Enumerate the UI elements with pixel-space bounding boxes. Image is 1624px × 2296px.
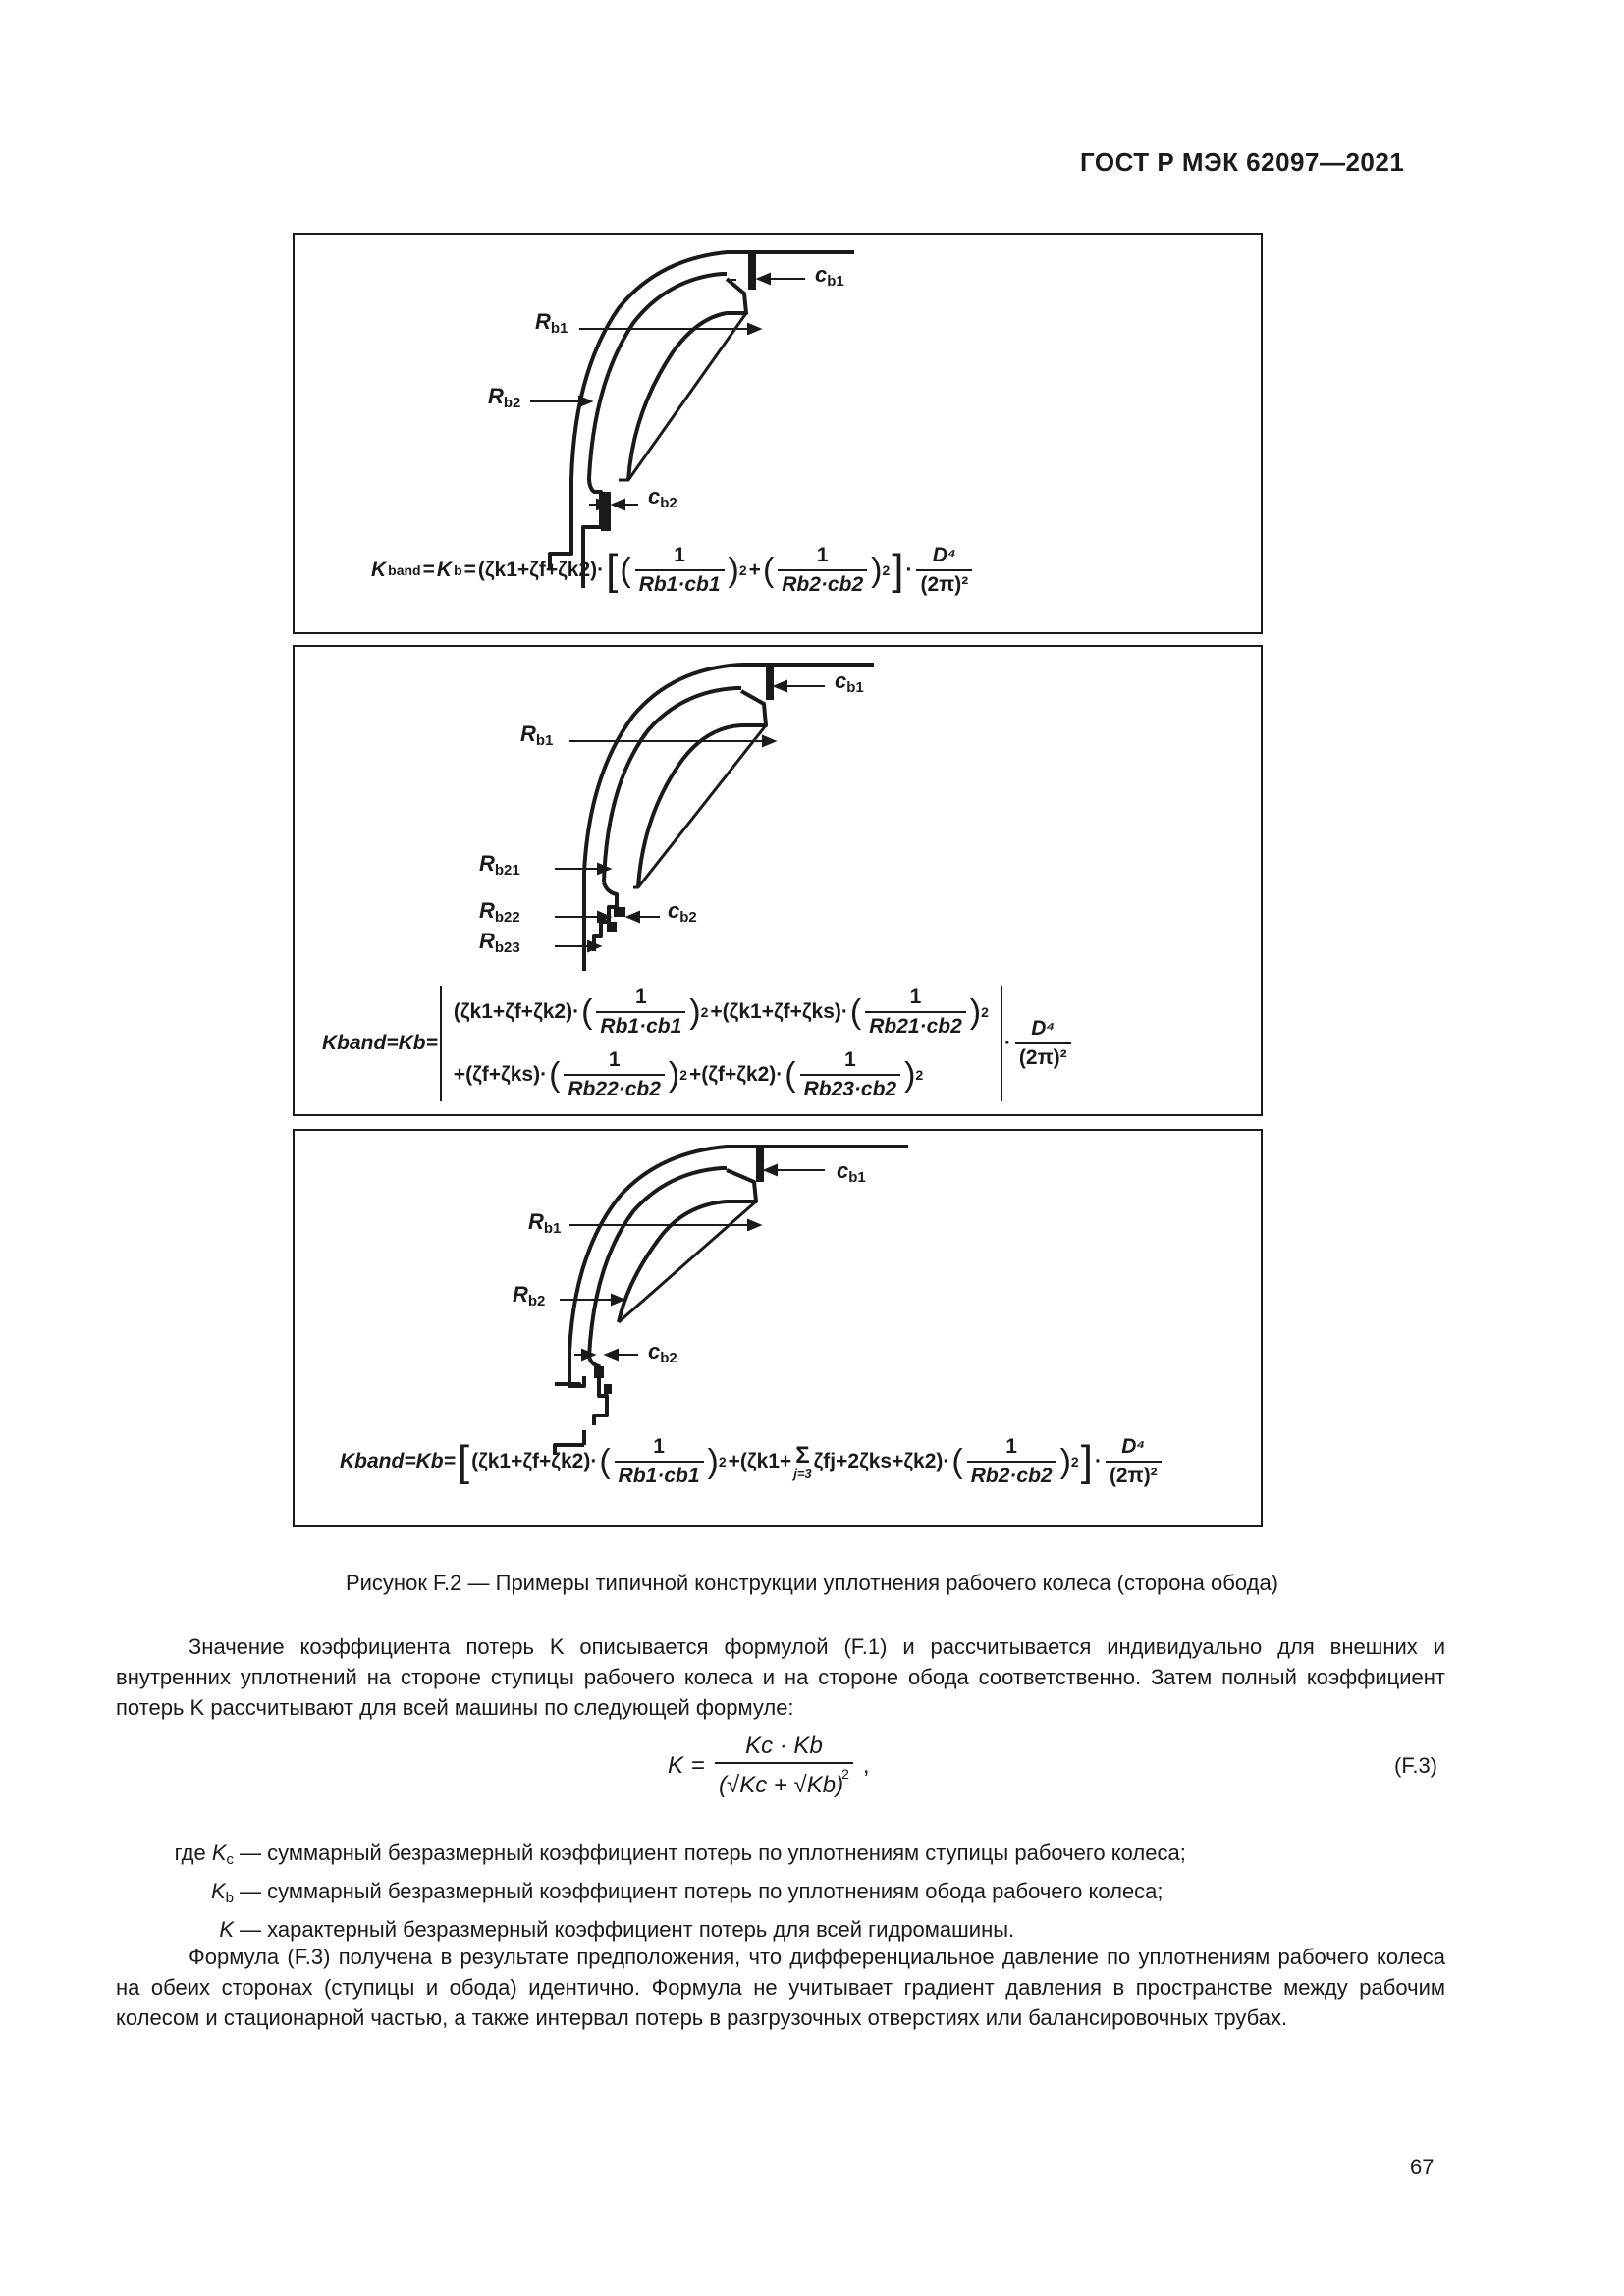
fraction: $\frac{1}{Rb21\cdot cb2}$ (865, 986, 966, 1039)
label-rb1: $R_{b1}$ (528, 1209, 562, 1237)
equation-f3: K = $\frac{Kc \cdot Kb}{(√Kc + √Kb)^2}$ , (668, 1733, 870, 1798)
label-cb2: $c_{b2}$ (648, 1339, 677, 1366)
sum-operator: Σ j=3 (793, 1441, 812, 1481)
definitions-list (116, 1838, 1186, 1946)
paragraph-1: Значение коэффициента потерь K описывается формулой (F.1) и рассчитывается индивидуально для внешних и внутренних уплотнений на стороне ступицы рабочего колеса и на стороне обода соответственно. Затем полный коэффициент потерь K рассчитывают для всей машины по следующей формуле: (116, 1634, 1445, 1720)
fraction: $\frac{\text{D⁴}}{\text{(2π)²}}$ (1015, 1017, 1071, 1070)
document-header: ГОСТ Р МЭК 62097—2021 (1080, 147, 1405, 177)
label-cb1: $c_{b1}$ (835, 668, 864, 696)
fraction: $\frac{1}{Rb2\cdot cb2}$ (778, 544, 867, 597)
label-cb1: $c_{b1}$ (837, 1158, 866, 1186)
label-rb1: $R_{b1}$ (520, 721, 554, 749)
label-cb2: $c_{b2}$ (668, 898, 697, 926)
page-number: 67 (1410, 2155, 1435, 2179)
fraction: $\frac{\text{D⁴}}{\text{(2π)²}}$ (916, 544, 972, 597)
fraction: $\frac{1}{Rb23\cdot cb2}$ (800, 1048, 901, 1101)
fraction: $\frac{Kc \cdot Kb}{(√Kc + √Kb)^2}$ (715, 1733, 853, 1799)
figure-caption: Рисунок F.2 — Примеры типичной конструкции уплотнения рабочего колеса (сторона обода) (345, 1571, 1279, 1595)
fraction: $\frac{1}{Rb1\cdot cb1}$ (615, 1435, 704, 1488)
formula-panel-3: Kband=Kb= [ (ζk1+ζf+ζk2)· ( $\frac{1}{Rb1\cdot cb1}$ ) 2 +(ζk1+ Σ j=3 ζfj+2ζks+ζk2)· ( $\frac{1}{Rb2\cdot cb2}$ ) 2 ] · $\frac{\text{D⁴}}{\text{(2π)²}}$ (340, 1435, 1164, 1488)
definition-item: $K_b$ — суммарный безразмерный коэффициент потерь по уплотнениям обода рабочего колеса; (210, 1879, 1164, 1906)
formula-row-1: (ζk1+ζf+ζk2)· ( $\frac{1}{Rb1\cdot cb1}$ ) 2 +(ζk1+ζf+ζks)· ( $\frac{1}{Rb21\cdot cb2}$ ) 2 (453, 986, 989, 1038)
formula-panel-1: K band = K b = (ζk1+ζf+ζk2)· [ ( $\frac{1}{Rb1\cdot cb1}$ ) 2 + ( $\frac{1}{Rb2\cdot cb2}$ ) 2 ] · $\frac{\text{D⁴}}{\text{(2π)²}}$ (371, 544, 974, 597)
label-rb1: $R_{b1}$ (535, 309, 568, 337)
equation-number: (F.3) (1394, 1753, 1437, 1778)
bracket-block (440, 986, 1002, 1101)
definition-item: где $K_c$ — суммарный безразмерный коэффициент потерь по уплотнениям ступицы рабочего колеса; (174, 1841, 1186, 1868)
paragraph-2: Формула (F.3) получена в результате предположения, что дифференциальное давление по уплотнениям рабочего колеса на обеих сторонах (ступицы и обода) идентично. Формула не учитывает градиент давления в пространстве между рабочим колесом и стационарной частью, а также интервал потерь в разгрузочных отверстиях или балансировочных трубах. (116, 1945, 1445, 2030)
label-rb2: $R_{b2}$ (488, 384, 521, 411)
formula-panel-2: Kband=Kb= (ζk1+ζf+ζk2)· ( $\frac{1}{Rb1\cdot cb1}$ ) 2 +(ζk1+ζf+ζks)· ( $\frac{1}{Rb21\cdot cb2}$ ) 2 +(ζf+ζks)· ( $\frac{1}{Rb22\cdot cb2}$ ) 2 +(ζf+ζk2)· ( $\frac{1}{Rb23\cdot cb2}$ ) 2 · $\frac{\text{D⁴}}{\text{(2π)²}}$ (322, 986, 1073, 1101)
fraction: $\frac{1}{Rb2\cdot cb2}$ (967, 1435, 1056, 1488)
label-rb2: $R_{b2}$ (513, 1282, 546, 1309)
label-rb23: $R_{b23}$ (479, 929, 520, 956)
definition-item: K — характерный безразмерный коэффициент потерь для всей гидромашины. (219, 1917, 1015, 1942)
label-cb1: $c_{b1}$ (815, 262, 844, 290)
figure-panel-3 (293, 1129, 1263, 1527)
fraction: $\frac{1}{Rb22\cdot cb2}$ (564, 1048, 665, 1101)
label-rb22: $R_{b22}$ (479, 898, 520, 926)
formula-row-2: +(ζf+ζks)· ( $\frac{1}{Rb22\cdot cb2}$ ) 2 +(ζf+ζk2)· ( $\frac{1}{Rb23\cdot cb2}$ ) 2 (453, 1048, 924, 1100)
fraction: $\frac{1}{Rb1\cdot cb1}$ (596, 986, 685, 1039)
label-cb2: $c_{b2}$ (648, 484, 677, 511)
label-rb21: $R_{b21}$ (479, 851, 520, 879)
figure-panel-2 (293, 645, 1263, 1116)
fraction: $\frac{\text{D⁴}}{\text{(2π)²}}$ (1106, 1435, 1162, 1488)
fraction: $\frac{1}{Rb1\cdot cb1}$ (635, 544, 725, 597)
figure-panel-1 (293, 233, 1263, 634)
